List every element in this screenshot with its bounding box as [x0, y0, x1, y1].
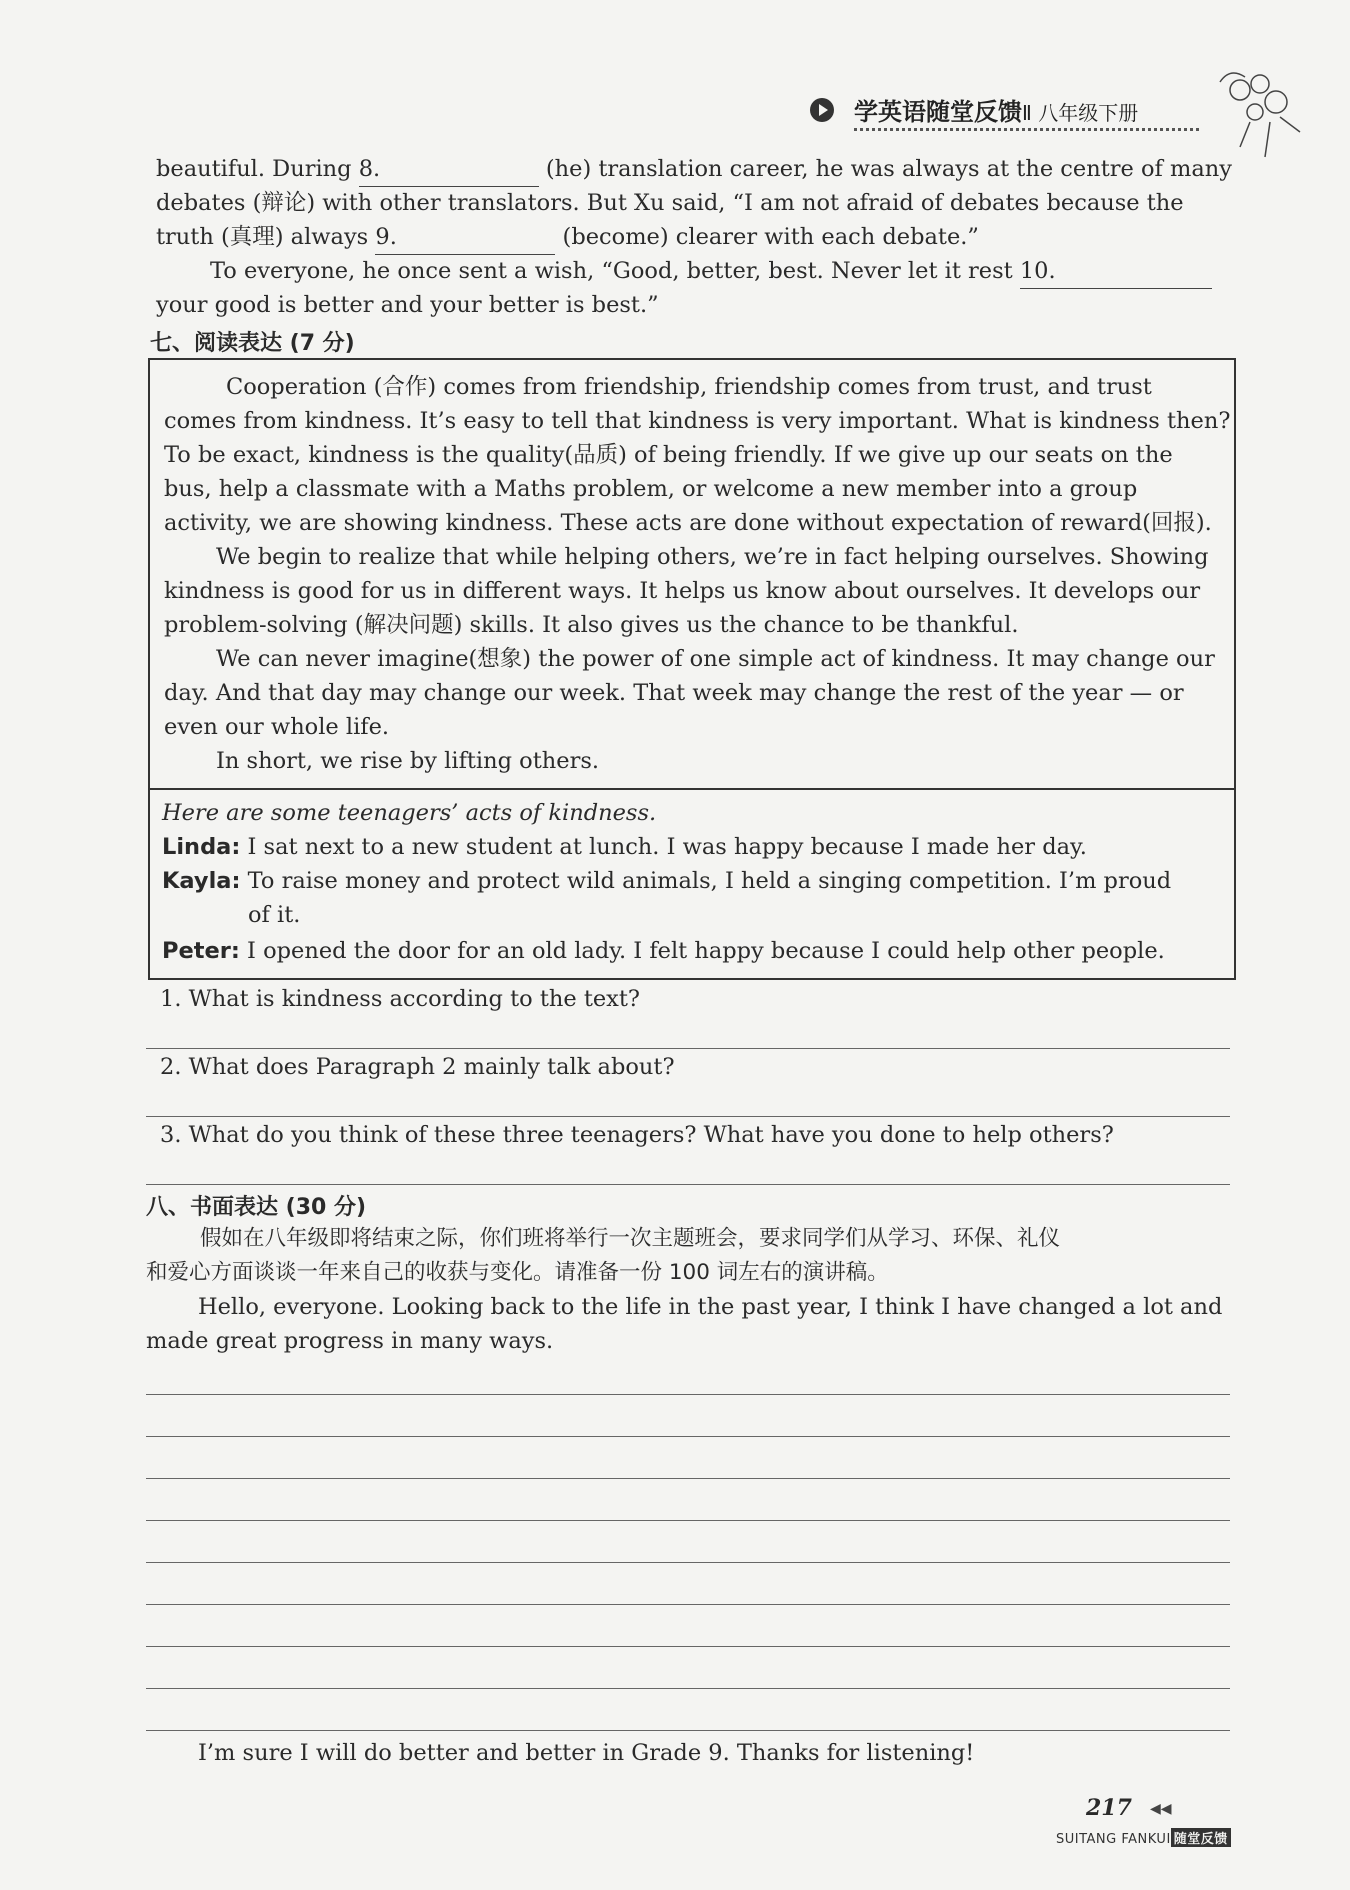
answer-line-1[interactable]	[146, 1048, 1230, 1049]
article-line: comes from kindness. It’s easy to tell that kindness is very important. What is kindness then?	[164, 408, 1231, 434]
example-kayla-cont: of it.	[248, 902, 301, 928]
example-linda	[162, 830, 1087, 864]
writing-line[interactable]	[146, 1436, 1230, 1437]
footer-brand	[1056, 1828, 1231, 1847]
passage-text: (become) clearer with each debate.”	[562, 224, 979, 250]
example-text: To raise money and protect wild animals, I held a singing competition. I’m proud	[247, 868, 1172, 894]
answer-line-3[interactable]	[146, 1184, 1230, 1185]
blank-number: 9.	[375, 224, 397, 250]
question-2: 2. What does Paragraph 2 mainly talk about?	[160, 1054, 675, 1080]
article-line: day. And that day may change our week. That week may change the rest of the year — or	[164, 680, 1184, 706]
article-line: problem-solving (解决问题) skills. It also gives us the chance to be thankful.	[164, 612, 1019, 638]
passage-text: (he) translation career, he was always at the centre of many	[545, 156, 1232, 182]
passage-line-1	[156, 152, 1232, 187]
section-8-title: 八、书面表达 (30 分)	[146, 1195, 367, 1220]
opening-line-2: made great progress in many ways.	[146, 1328, 554, 1354]
example-text: I sat next to a new student at lunch. I was happy because I made her day.	[247, 834, 1087, 860]
speaker-name: Linda:	[162, 834, 241, 860]
article-line: activity, we are showing kindness. These acts are done without expectation of reward(回报).	[164, 510, 1212, 536]
blank-9[interactable]	[375, 220, 555, 255]
writing-line[interactable]	[146, 1394, 1230, 1395]
article-line: kindness is good for us in different ways. It helps us know about ourselves. It develops our	[164, 578, 1201, 604]
header-dotted-rule	[854, 128, 1199, 131]
passage-line-5: your good is better and your better is best.”	[156, 292, 659, 318]
blank-8[interactable]	[359, 152, 539, 187]
section-7-title: 七、阅读表达 (7 分)	[150, 331, 355, 356]
passage-text: truth (真理) always	[156, 224, 369, 250]
answer-line-2[interactable]	[146, 1116, 1230, 1117]
book-subtitle: Ⅱ 八年级下册	[1022, 101, 1139, 125]
example-kayla	[162, 864, 1171, 898]
examples-intro: Here are some teenagers’ acts of kindness.	[162, 800, 657, 826]
writing-line[interactable]	[146, 1562, 1230, 1563]
passage-line-2: debates (辩论) with other translators. But Xu said, “I am not afraid of debates because the	[156, 190, 1184, 216]
brand-text: SUITANG FANKUI	[1056, 1832, 1171, 1847]
blank-number: 8.	[358, 156, 381, 182]
passage-text: To everyone, he once sent a wish, “Good, better, best. Never let it rest	[210, 258, 1013, 284]
question-3: 3. What do you think of these three teenagers? What have you done to help others?	[160, 1122, 1114, 1148]
blank-number: 10.	[1019, 258, 1056, 284]
speaker-name: Kayla:	[162, 868, 241, 894]
article-line: bus, help a classmate with a Maths problem, or welcome a new member into a group	[164, 476, 1138, 502]
writing-line[interactable]	[146, 1730, 1230, 1731]
writing-line[interactable]	[146, 1604, 1230, 1605]
passage-line-3	[156, 220, 979, 255]
flower-decoration-icon	[1210, 62, 1310, 162]
page-header	[810, 92, 1230, 132]
play-circle-icon	[810, 98, 834, 122]
page-number: 217	[1086, 1795, 1132, 1821]
blank-10[interactable]	[1020, 254, 1212, 289]
passage-line-4	[210, 254, 1212, 289]
example-text: I opened the door for an old lady. I felt happy because I could help other people.	[247, 938, 1165, 964]
article-line: Cooperation (合作) comes from friendship, friendship comes from trust, and trust	[226, 374, 1152, 400]
writing-line[interactable]	[146, 1646, 1230, 1647]
article-line: We can never imagine(想象) the power of one simple act of kindness. It may change our	[216, 646, 1215, 672]
example-peter	[162, 934, 1165, 968]
brand-logo: 随堂反馈	[1171, 1828, 1231, 1847]
article-line: We begin to realize that while helping others, we’re in fact helping ourselves. Showing	[216, 544, 1209, 570]
article-line: To be exact, kindness is the quality(品质) of being friendly. If we give up our seats on the	[164, 442, 1173, 468]
opening-line-1: Hello, everyone. Looking back to the life in the past year, I think I have changed a lot and	[198, 1294, 1223, 1320]
book-title: 学英语随堂反馈Ⅱ 八年级下册	[854, 98, 1139, 126]
closing-line: I’m sure I will do better and better in Grade 9. Thanks for listening!	[198, 1740, 975, 1766]
left-arrow-icon: ◀◀	[1150, 1801, 1172, 1817]
writing-line[interactable]	[146, 1688, 1230, 1689]
article-line: In short, we rise by lifting others.	[216, 748, 600, 774]
writing-prompt-line-1: 假如在八年级即将结束之际，你们班将举行一次主题班会，要求同学们从学习、环保、礼仪	[200, 1226, 1061, 1251]
passage-text: beautiful. During	[156, 156, 352, 182]
speaker-name: Peter:	[162, 938, 240, 964]
question-1: 1. What is kindness according to the text?	[160, 986, 640, 1012]
writing-line[interactable]	[146, 1478, 1230, 1479]
box-divider	[150, 788, 1234, 790]
writing-line[interactable]	[146, 1520, 1230, 1521]
article-line: even our whole life.	[164, 714, 390, 740]
writing-prompt-line-2: 和爱心方面谈谈一年来自己的收获与变化。请准备一份 100 词左右的演讲稿。	[146, 1260, 889, 1285]
